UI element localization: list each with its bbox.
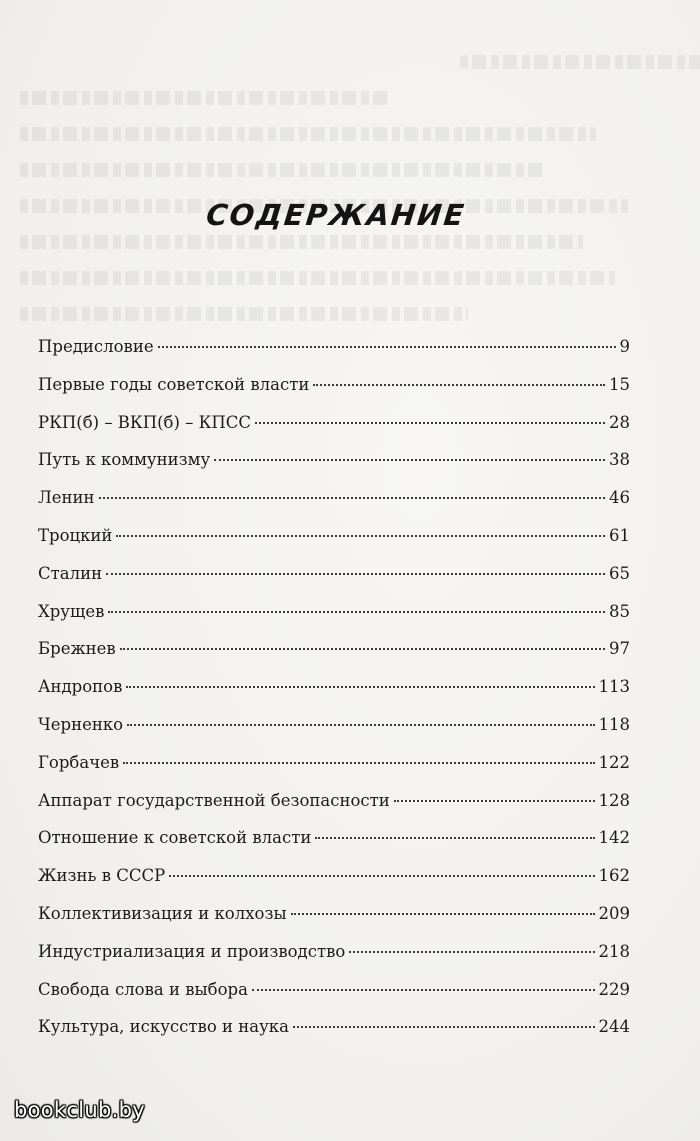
toc-entry-title: Ленин: [38, 488, 95, 508]
toc-entry-title: Коллективизация и колхозы: [38, 903, 287, 923]
toc-entry-title: Первые годы советской власти: [38, 374, 310, 394]
toc-entry-page-number: 9: [619, 337, 630, 356]
toc-entry: [38, 865, 630, 903]
toc-entry-page-number: 142: [598, 828, 630, 848]
toc-entry-title: Предисловие: [38, 337, 154, 356]
toc-entry-page-number: 46: [609, 488, 630, 508]
dot-leader: [394, 800, 595, 802]
toc-entry-title: Горбачев: [38, 752, 120, 772]
toc-entry: [38, 827, 630, 865]
toc-entry-title: Троцкий: [38, 525, 113, 545]
toc-entry-page-number: 229: [598, 979, 630, 999]
toc-entry-title: Сталин: [38, 563, 103, 583]
watermark: bookclub.by: [14, 1098, 145, 1122]
toc-entry-title: Черненко: [38, 714, 124, 734]
dot-leader: [99, 497, 605, 499]
toc-entry: [38, 941, 630, 979]
dot-leader: [214, 459, 605, 461]
toc-entry-page-number: 97: [609, 639, 630, 659]
toc-entry-page-number: 85: [609, 601, 630, 621]
toc-entry: [38, 790, 630, 828]
toc-entry: [38, 525, 630, 563]
toc-entry-title: Индустриализация и производство: [38, 941, 346, 961]
dot-leader: [349, 951, 594, 953]
toc-entry: [38, 714, 630, 752]
dot-leader: [313, 384, 605, 386]
toc-entry-page-number: 61: [609, 525, 630, 545]
dot-leader: [123, 762, 594, 764]
toc-entry: [38, 638, 630, 676]
toc-entry: [38, 676, 630, 714]
toc-entry: [38, 979, 630, 1017]
dot-leader: [158, 346, 616, 348]
dot-leader: [293, 1026, 595, 1028]
toc-entry-page-number: 122: [598, 752, 630, 772]
dot-leader: [106, 573, 605, 575]
toc-entry-title: Брежнев: [38, 639, 116, 659]
dot-leader: [169, 875, 594, 877]
toc-entry: [38, 903, 630, 941]
toc-entry-page-number: 28: [609, 412, 630, 432]
dot-leader: [108, 611, 605, 613]
toc-entry-title: Культура, искусство и наука: [38, 1017, 289, 1037]
toc-entry-page-number: 162: [598, 866, 630, 886]
toc-entry-page-number: 209: [598, 903, 630, 923]
dot-leader: [252, 989, 595, 991]
toc-entry: [38, 601, 630, 639]
toc-entry-page-number: 128: [598, 790, 630, 810]
dot-leader: [291, 913, 595, 915]
toc-entry: [38, 487, 630, 525]
toc-entry-page-number: 218: [598, 941, 630, 961]
toc-entry: [38, 1016, 630, 1054]
toc-entry-page-number: 113: [598, 677, 630, 697]
toc-entry-title: Андропов: [38, 677, 123, 697]
toc-entry: [38, 449, 630, 487]
toc-entry-page-number: 65: [609, 563, 630, 583]
dot-leader: [126, 686, 594, 688]
toc-entry-title: Жизнь в СССР: [38, 866, 166, 886]
dot-leader: [127, 724, 594, 726]
toc-entry: [38, 412, 630, 450]
toc-entry: [38, 563, 630, 601]
toc-entry-title: РКП(б) – ВКП(б) – КПСС: [38, 412, 252, 432]
toc-entry-page-number: 15: [609, 374, 630, 394]
toc-entry: [38, 374, 630, 412]
toc-entry-page-number: 244: [598, 1017, 630, 1037]
toc-entry: [38, 336, 630, 374]
toc-entry-title: Отношение к советской власти: [38, 828, 312, 848]
toc-entry: [38, 752, 630, 790]
table-of-contents: [38, 336, 630, 1054]
toc-entry-page-number: 118: [598, 714, 630, 734]
toc-entry-title: Путь к коммунизму: [38, 450, 211, 470]
dot-leader: [120, 648, 605, 650]
page-title: СОДЕРЖАНИЕ: [204, 198, 468, 232]
toc-entry-title: Свобода слова и выбора: [38, 979, 248, 999]
toc-entry-title: Хрущев: [38, 601, 105, 621]
dot-leader: [255, 422, 605, 424]
dot-leader: [315, 837, 594, 839]
toc-entry-title: Аппарат государственной безопасности: [38, 790, 390, 810]
toc-entry-page-number: 38: [609, 450, 630, 470]
dot-leader: [116, 535, 605, 537]
